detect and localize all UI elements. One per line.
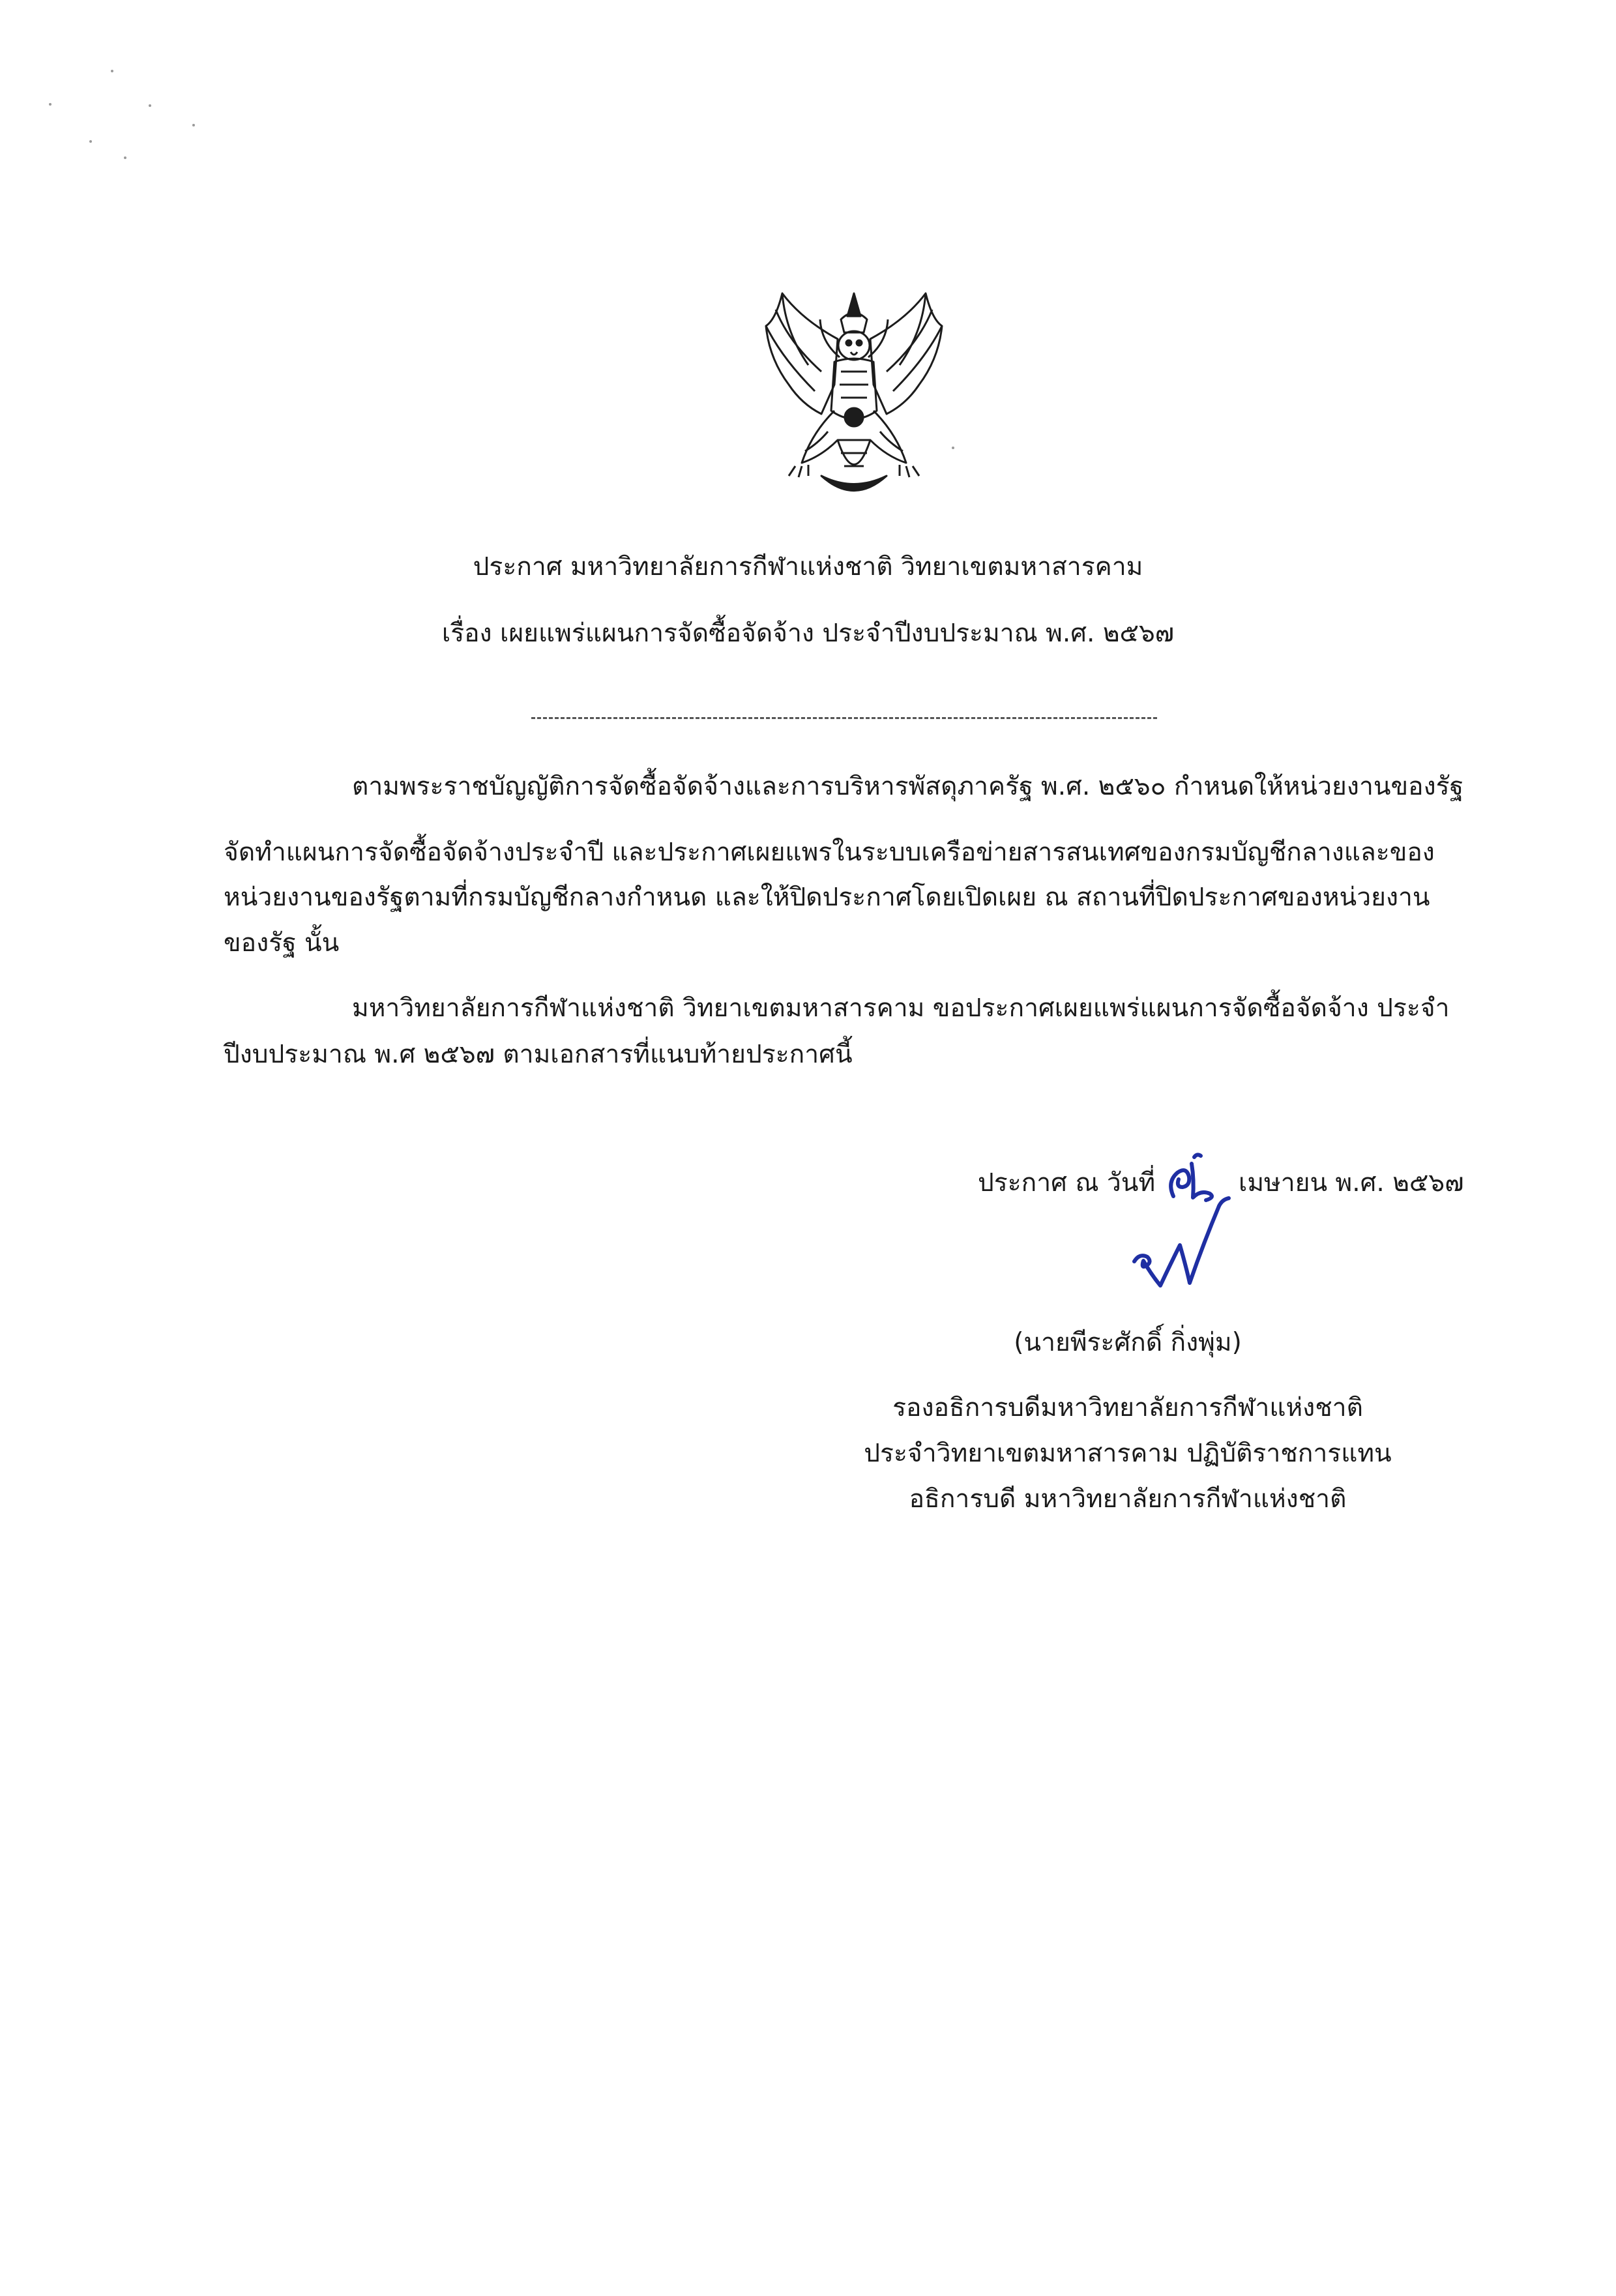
announcement-title-line1: ประกาศ มหาวิทยาลัยการกีฬาแห่งชาติ วิทยาเขตมหาสารคาม bbox=[473, 552, 1143, 581]
signer-position-line1: รองอธิการบดีมหาวิทยาลัยการกีฬาแห่งชาติ bbox=[892, 1393, 1363, 1422]
garuda-emblem-icon bbox=[743, 280, 965, 505]
body-p2-line2: ปีงบประมาณ พ.ศ ๒๕๖๗ ตามเอกสารที่แนบท้ายประกาศนี้ bbox=[224, 1040, 853, 1069]
announcement-subject-line: เรื่อง เผยแพร่แผนการจัดซื้อจัดจ้าง ประจำปีงบประมาณ พ.ศ. ๒๕๖๗ bbox=[441, 619, 1175, 648]
date-line-prefix: ประกาศ ณ วันที่ bbox=[978, 1168, 1156, 1198]
signer-position-line3: อธิการบดี มหาวิทยาลัยการกีฬาแห่งชาติ bbox=[909, 1484, 1347, 1514]
scan-speck bbox=[149, 104, 151, 107]
signature bbox=[1121, 1193, 1252, 1310]
body-p1-line4: ของรัฐ นั้น bbox=[224, 928, 340, 958]
body-p2-line1: มหาวิทยาลัยการกีฬาแห่งชาติ วิทยาเขตมหาสารคาม ขอประกาศเผยแพร่แผนการจัดซื้อจัดจ้าง ประจำ bbox=[352, 993, 1450, 1023]
body-p1-line1: ตามพระราชบัญญัติการจัดซื้อจัดจ้างและการบริหารพัสดุภาครัฐ พ.ศ. ๒๕๖๐ กำหนดให้หน่วยงานของรัฐ bbox=[352, 772, 1464, 801]
scan-speck bbox=[111, 70, 113, 72]
divider-line bbox=[531, 717, 1157, 719]
scan-speck bbox=[89, 140, 92, 143]
body-p1-line2: จัดทำแผนการจัดซื้อจัดจ้างประจำปี และประกาศเผยแพรในระบบเครือข่ายสารสนเทศของกรมบัญชีกลางและของ bbox=[224, 838, 1435, 867]
body-p1-line3: หน่วยงานของรัฐตามที่กรมบัญชีกลางกำหนด และให้ปิดประกาศโดยเปิดเผย ณ สถานที่ปิดประกาศของหน่วยงาน bbox=[224, 883, 1430, 912]
scan-speck bbox=[124, 156, 126, 159]
scan-speck bbox=[49, 103, 51, 106]
signer-position-line2: ประจำวิทยาเขตมหาสารคาม ปฏิบัติราชการแทน bbox=[864, 1439, 1392, 1468]
signer-name: (นายพีระศักดิ์ กิ่งพุ่ม) bbox=[1014, 1328, 1242, 1357]
scan-speck bbox=[192, 124, 195, 126]
date-line-suffix: เมษายน พ.ศ. ๒๕๖๗ bbox=[1239, 1168, 1464, 1198]
